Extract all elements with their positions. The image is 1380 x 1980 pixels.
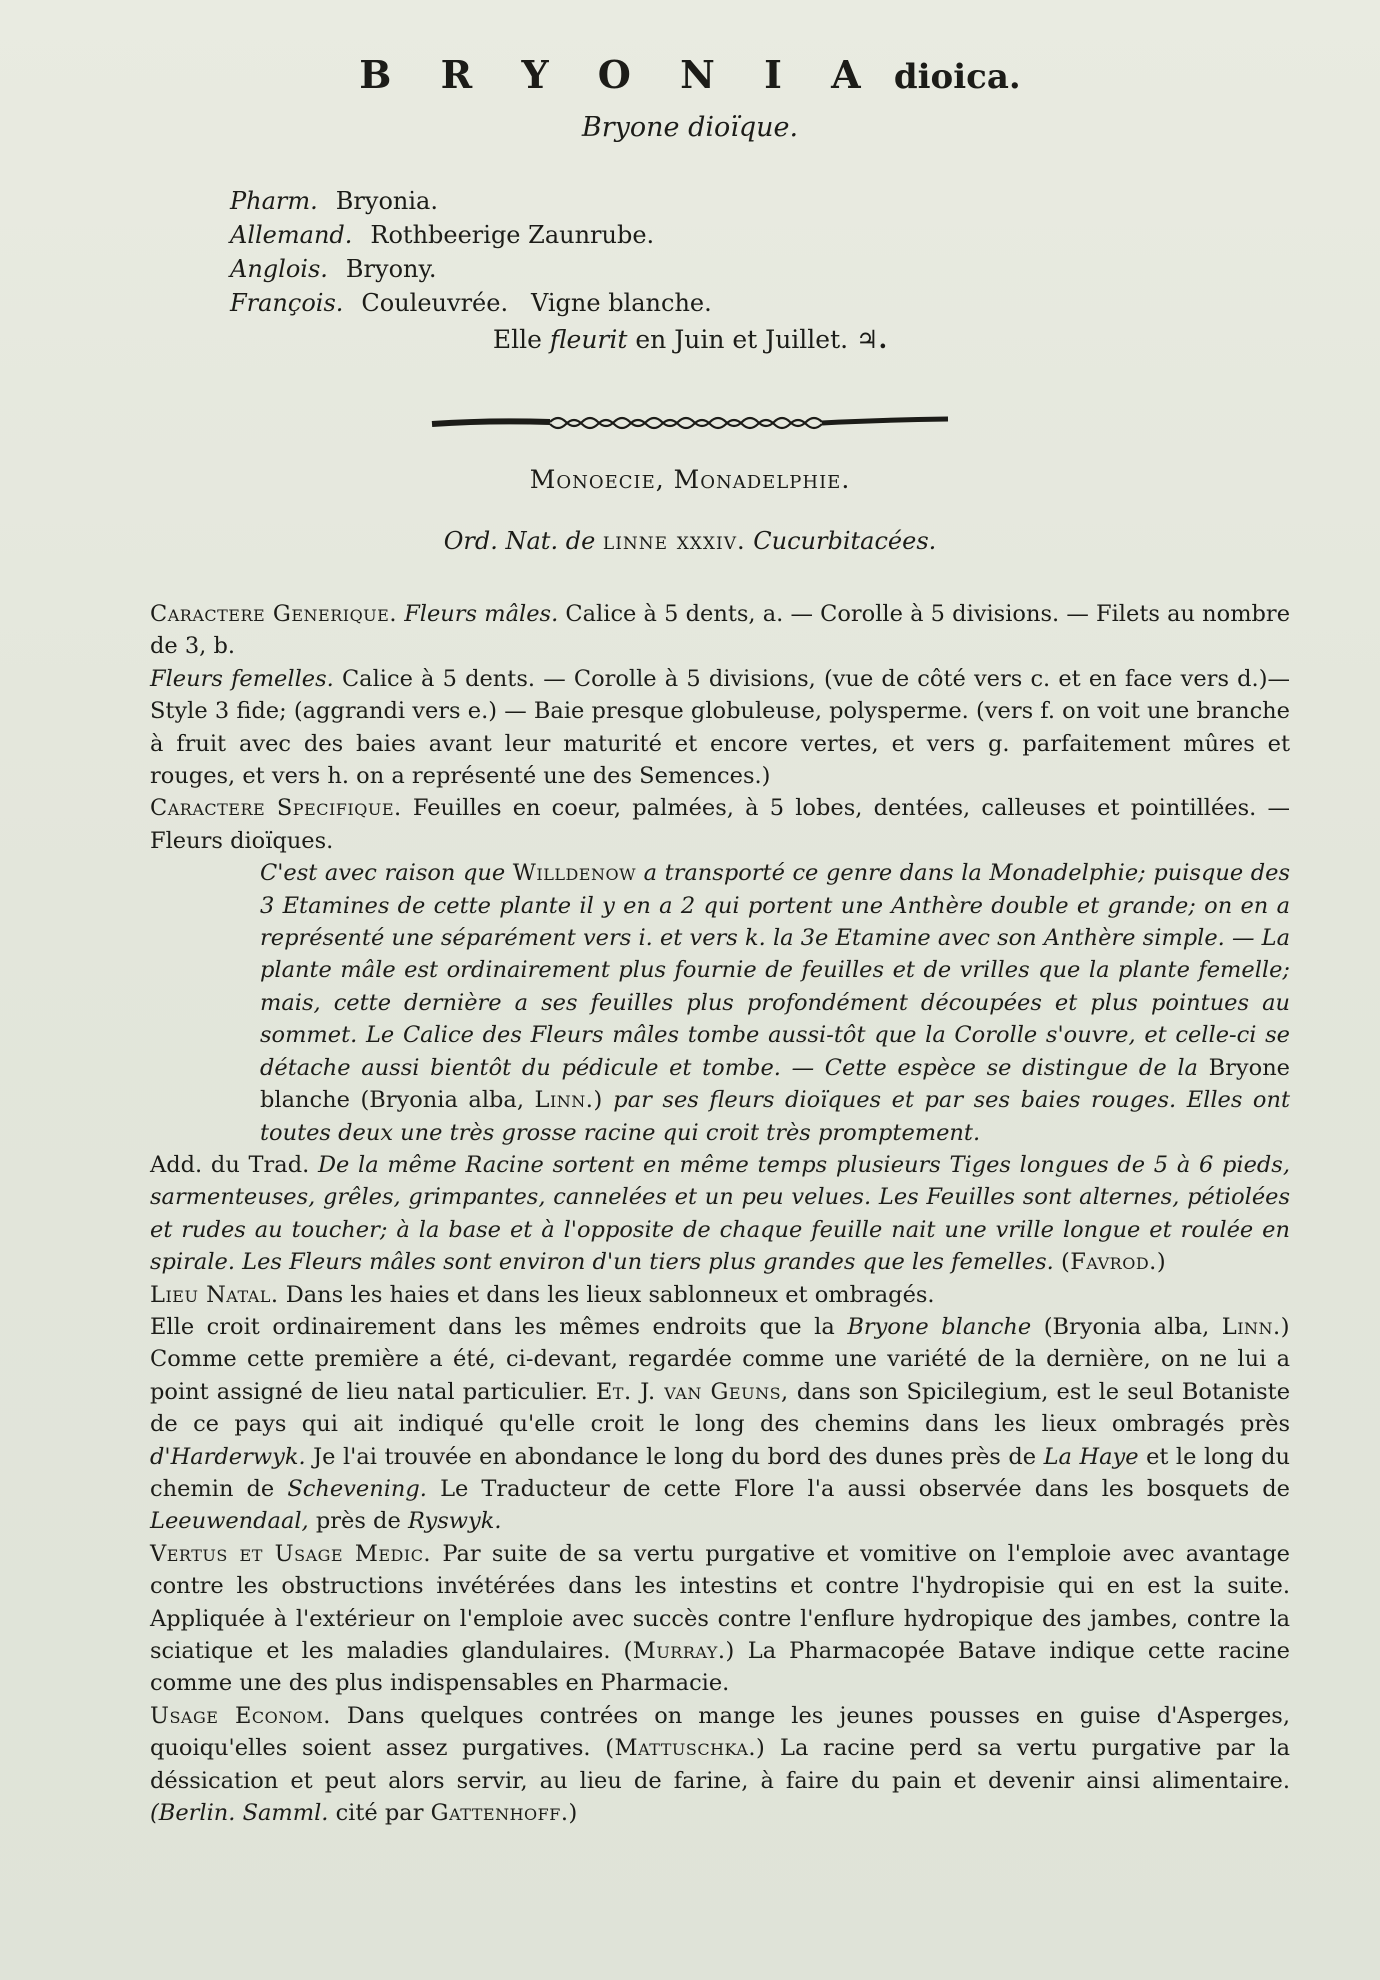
text: Par suite de sa vertu purgative et vomitive on l'emploie avec avantage contre les obstructions invétérées dans les intestins et contre l'hydropisie qui en est la suite. Appliquée à l'extérieur on l'emploie avec succès contre l'enflure hydropique des jambes, contre la sciatique et les maladies glandulaires. (150, 1540, 1290, 1664)
name-row (230, 286, 712, 320)
text: La Pharmacopée Batave indique cette racine comme une des plus indispensables en Pharmacie. (150, 1638, 1290, 1697)
habitat-detail-paragraph (150, 1311, 1290, 1538)
text: La racine perd sa vertu purgative par la déssication et peut alors servir, au lieu de farine, à faire du pain et devenir ainsi alimentaire. (150, 1735, 1290, 1794)
place-name: Ryswyk. (407, 1508, 502, 1535)
flowering-post: en Juin et Juillet. (635, 325, 849, 354)
section-heading: Caractere Specifique. (150, 795, 402, 822)
citation: (Murray.) (623, 1638, 735, 1664)
note-text: a transporté ce genre dans la Monadelphie; puisque des 3 Etamines de cette plante il y en a 2 qui portent une Anthère double et grande; on en a représenté une séparément vers i. et vers k. la 3e Etamine avec son Anthère simple. — La plante mâle est ordinairement plus fournie de feuilles et de vrilles que la plante femelle; mais, cette dernière a ses feuilles plus profondément découpées et plus pointues au sommet. Le Calice des Fleurs mâles tombe aussi-tôt que la Corolle s'ouvre, et celle-ci se détache aussi bientôt du pédicule et tombe. — Cette espèce se distingue de la (260, 860, 1290, 1081)
place-name: d'Harderwyk. (150, 1443, 306, 1470)
male-flowers-label: Fleurs mâles. (404, 601, 559, 627)
note-paragraph (150, 857, 1290, 1149)
citation-source: (Berlin. Samml. (150, 1800, 329, 1827)
name-value: Bryonia. (335, 187, 438, 215)
name-row (230, 184, 712, 218)
flowering-line (0, 325, 1380, 354)
natural-order (0, 527, 1380, 555)
section-heading: Caractere Generique. (150, 601, 397, 627)
text: cité par (335, 1800, 424, 1827)
author: Linn.) (1221, 1313, 1290, 1340)
text: Le Traducteur de cette Flore l'a aussi observée dans les bosquets de (440, 1475, 1290, 1502)
habitat-text: Dans les haies et dans les lieux sablonneux et ombragés. (278, 1281, 935, 1308)
species-name: Bryone blanche (847, 1313, 1032, 1340)
name-value: Couleuvrée. Vigne blanche. (361, 289, 712, 317)
section-heading: Vertus et Usage Medic. (150, 1540, 432, 1567)
text: et le long du chemin de (150, 1443, 1290, 1502)
note-author: Willdenow (512, 860, 637, 887)
translator-addition-paragraph (150, 1149, 1290, 1279)
female-flowers-label: Fleurs femelles. (150, 665, 334, 692)
text: dans son Spicilegium, est le seul Botaniste de ce pays qui ait indiqué qu'elle croit le long des chemins dans les lieux ombragés près (150, 1378, 1291, 1438)
name-language: Allemand. (230, 221, 353, 249)
name-language: Pharm. (230, 187, 318, 215)
name-language: François. (230, 289, 344, 317)
male-flowers-text: Calice à 5 dents, a. — Corolle à 5 divisions. — Filets au nombre de 3, b. (150, 601, 1291, 660)
text: (Bryonia alba, (1043, 1313, 1210, 1340)
medical-uses-paragraph (150, 1538, 1290, 1700)
section-heading: Lieu Natal. (150, 1281, 279, 1308)
perennial-symbol: ♃. (856, 325, 888, 354)
place-name: Schevening. (287, 1475, 427, 1502)
name-language: Anglois. (230, 255, 328, 283)
name-value: Rothbeerige Zaunrube. (370, 221, 655, 249)
text: Dans quelques contrées on mange les jeunes pousses en guise d'Asperges, quoiqu'elles soient assez purgatives. (150, 1702, 1291, 1762)
name-row (230, 218, 712, 252)
specific-character-text: Feuilles en coeur, palmées, à 5 lobes, dentées, calleuses et pointillées. — Fleurs dioïques. (150, 795, 1291, 854)
place-name: La Haye (1043, 1443, 1139, 1470)
citation: Gattenhoff.) (430, 1800, 578, 1827)
title-species: dioica. (893, 57, 1021, 97)
section-heading: Add. du Trad. (150, 1151, 310, 1178)
page-title (0, 52, 1380, 97)
ornament-divider (430, 410, 950, 434)
linnaean-class: Monoecie, Monadelphie. (529, 465, 851, 494)
section-heading: Usage Econom. (150, 1702, 331, 1729)
place-name: Leeuwendaal, (150, 1508, 309, 1535)
name-row (230, 252, 712, 286)
description-body (150, 598, 1290, 1829)
citation: (Mattuschka.) (605, 1735, 766, 1762)
order-prefix: Ord. Nat. de (443, 527, 596, 555)
generic-character-paragraph (150, 598, 1290, 663)
order-family: Cucurbitacées. (753, 527, 937, 555)
order-linne: linne xxxiv. (602, 527, 746, 555)
author: Et. J. van Geuns, (595, 1378, 789, 1405)
text: près de (315, 1508, 401, 1535)
translator-addition-text: De la même Racine sortent en même temps plusieurs Tiges longues de 5 à 6 pieds, sarmenteuses, grêles, grimpantes, cannelées et un peu velues. Les Feuilles sont alternes, pétiolées et rudes au toucher; à la base et à l'opposite de chaque feuille nait une vrille longue et roulée en spirale. Les Fleurs mâles sont environ d'un tiers plus grandes que les femelles. (150, 1151, 1290, 1276)
female-flowers-paragraph (150, 663, 1290, 793)
note-author: Linn.) (534, 1087, 603, 1114)
female-flowers-text: Calice à 5 dents. — Corolle à 5 divisions, (vue de côté vers c. et en face vers d.)— Style 3 fide; (aggrandi vers e.) — Baie presque globuleuse, polysperme. (vers f. on voit une branche à fruit avec des baies avant leur maturité et encore vertes, et vers g. parfaitement mûres et rouges, et vers h. on a représenté une des Semences.) (150, 665, 1290, 790)
text: Elle croit ordinairement dans les mêmes endroits que la (150, 1313, 835, 1340)
vernacular-names (230, 184, 712, 320)
citation: (Favrod.) (1060, 1249, 1167, 1276)
note-species: Bryone blanche (Bryonia alba, (260, 1054, 1290, 1114)
flowering-pre: Elle (492, 325, 542, 354)
note-text: par ses fleurs dioïques et par ses baies rouges. Elles ont toutes deux une très grosse racine qui croit très promptement. (260, 1087, 1291, 1146)
note-text: C'est avec raison que (260, 860, 506, 887)
text: Comme cette première a été, ci-devant, regardée comme une variété de la dernière, on ne lui a point assigné de lieu natal particulier. (150, 1346, 1290, 1405)
specific-character-paragraph (150, 792, 1290, 857)
title-genus: B R Y O N I A (359, 52, 879, 97)
name-value: Bryony. (345, 255, 437, 283)
text: Je l'ai trouvée en abondance le long du bord des dunes près de (313, 1443, 1037, 1470)
flowering-verb: fleurit (549, 325, 628, 354)
habitat-paragraph (150, 1279, 1290, 1311)
page-subtitle: Bryone dioïque. (581, 112, 799, 143)
economic-uses-paragraph (150, 1700, 1290, 1830)
